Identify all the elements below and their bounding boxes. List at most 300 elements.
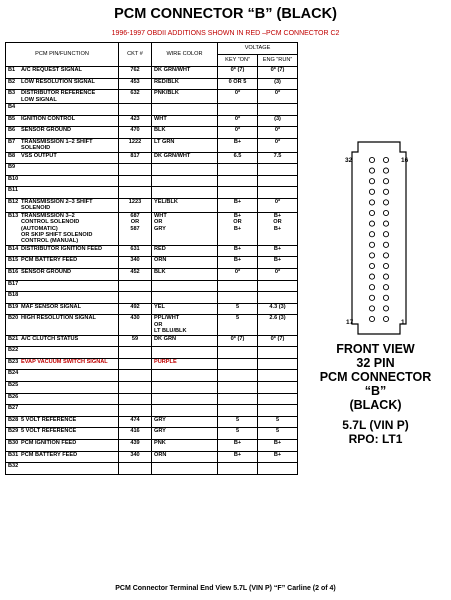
connector-pin-hole bbox=[369, 306, 374, 311]
pin-function-cell bbox=[6, 347, 119, 359]
connector-pin-hole bbox=[383, 157, 388, 162]
eng-run-voltage-cell bbox=[258, 335, 298, 347]
pin-function-line: CONTROL SOLENOID bbox=[21, 219, 80, 226]
eng-run-voltage-cell bbox=[258, 370, 298, 382]
key-on-voltage-cell bbox=[218, 90, 258, 104]
key-on-voltage-cell bbox=[218, 127, 258, 139]
eng-run-voltage-cell-line: 0* (7) bbox=[270, 335, 285, 342]
eng-run-voltage-cell bbox=[258, 428, 298, 440]
key-on-voltage-cell bbox=[218, 175, 258, 187]
pin-number: B4 bbox=[8, 104, 16, 110]
table-row bbox=[6, 439, 298, 451]
eng-run-voltage-cell-line: 7.5 bbox=[273, 152, 282, 159]
wire-color-cell-line: YEL bbox=[154, 303, 165, 310]
wire-color-cell bbox=[152, 164, 218, 176]
front-view-line: FRONT VIEW bbox=[336, 342, 415, 356]
ckt-cell bbox=[119, 245, 152, 257]
table-row bbox=[6, 280, 298, 292]
eng-run-voltage-cell bbox=[258, 269, 298, 281]
connector-pin-hole bbox=[383, 253, 388, 258]
front-view-caption bbox=[300, 342, 451, 412]
ckt-cell-line: 1223 bbox=[128, 198, 142, 205]
table-row bbox=[6, 90, 298, 104]
pin-function-cell bbox=[6, 127, 119, 139]
pin-function-line: LOW RESOLUTION SIGNAL bbox=[21, 78, 95, 85]
key-on-voltage-cell bbox=[218, 315, 258, 335]
pin-number: B26 bbox=[8, 393, 19, 400]
key-on-voltage-cell-line: B+ bbox=[233, 257, 242, 264]
table-row bbox=[6, 78, 298, 90]
connector-pin-hole bbox=[369, 179, 374, 184]
pin-function-line: DISTRIBUTOR IGNITION FEED bbox=[21, 245, 103, 252]
header-wire-color: WIRE COLOR bbox=[152, 43, 218, 67]
ckt-cell bbox=[119, 463, 152, 475]
ckt-cell-line: 474 bbox=[130, 416, 140, 423]
key-on-voltage-cell-line: 0* (7) bbox=[230, 67, 245, 73]
wire-color-cell bbox=[152, 463, 218, 475]
connector-pin-hole bbox=[369, 285, 374, 290]
connector-pin-hole bbox=[369, 263, 374, 268]
eng-run-voltage-cell-line: B+ bbox=[273, 439, 282, 446]
wire-color-cell-line: WHT bbox=[154, 212, 167, 219]
wire-color-cell-line: ORN bbox=[154, 257, 167, 264]
table-row bbox=[6, 115, 298, 127]
key-on-voltage-cell bbox=[218, 347, 258, 359]
pin-function-cell bbox=[6, 358, 119, 370]
pin-function-cell bbox=[6, 245, 119, 257]
wire-color-cell bbox=[152, 104, 218, 116]
ckt-cell bbox=[119, 439, 152, 451]
key-on-voltage-cell bbox=[218, 292, 258, 304]
pin-function-line: SOLENOID bbox=[21, 145, 51, 152]
ckt-cell-line: 762 bbox=[130, 67, 140, 73]
key-on-voltage-cell bbox=[218, 104, 258, 116]
header-ckt: CKT # bbox=[119, 43, 152, 67]
ckt-cell-line: 632 bbox=[130, 90, 140, 97]
table-row bbox=[6, 138, 298, 152]
wire-color-cell-line: RED/BLK bbox=[154, 78, 179, 85]
pin-number: B17 bbox=[8, 280, 19, 287]
wire-color-cell-line: GRY bbox=[154, 225, 166, 232]
wire-color-cell bbox=[152, 451, 218, 463]
ckt-cell-line: 687 bbox=[130, 212, 140, 219]
ckt-cell-line: OR bbox=[130, 219, 140, 226]
key-on-voltage-cell bbox=[218, 78, 258, 90]
connector-pin-hole bbox=[383, 285, 388, 290]
pin-number: B8 bbox=[8, 152, 16, 159]
wire-color-cell-line: BLK bbox=[154, 269, 166, 275]
wire-color-cell-line: OR bbox=[154, 219, 163, 226]
pin-number: B6 bbox=[8, 127, 16, 134]
connector-pin-hole bbox=[369, 189, 374, 194]
pin-function-cell bbox=[6, 187, 119, 199]
pin-function-line: TRANSMISSION 2–3 SHIFT bbox=[21, 198, 93, 205]
table-row bbox=[6, 347, 298, 359]
key-on-voltage-cell bbox=[218, 245, 258, 257]
connector-pin-hole bbox=[369, 316, 374, 321]
pin-number: B27 bbox=[8, 405, 19, 412]
page-title: PCM CONNECTOR “B” (BLACK) bbox=[114, 6, 337, 22]
wire-color-cell bbox=[152, 257, 218, 269]
table-row bbox=[6, 451, 298, 463]
connector-pin-hole bbox=[383, 189, 388, 194]
ckt-cell bbox=[119, 257, 152, 269]
pin-number: B21 bbox=[8, 335, 19, 342]
eng-run-voltage-cell-line: B+ bbox=[273, 451, 282, 458]
pin-number: B29 bbox=[8, 428, 19, 435]
wire-color-cell-line: PPL/WHT bbox=[154, 315, 180, 322]
key-on-voltage-cell bbox=[218, 381, 258, 393]
eng-run-voltage-cell-line: 0* bbox=[274, 138, 281, 145]
ckt-cell-line: 439 bbox=[130, 439, 140, 446]
connector-pin-hole bbox=[383, 221, 388, 226]
pin-number: B23 bbox=[8, 358, 19, 365]
table-row bbox=[6, 463, 298, 475]
page-subtitle: 1996-1997 OBDII ADDITIONS SHOWN IN RED –PCM CONNECTOR C2 bbox=[111, 30, 340, 37]
eng-run-voltage-cell bbox=[258, 393, 298, 405]
eng-run-voltage-cell bbox=[258, 463, 298, 475]
wire-color-cell bbox=[152, 187, 218, 199]
wire-color-cell-line: ORN bbox=[154, 451, 167, 458]
pin-function-cell bbox=[6, 138, 119, 152]
eng-run-voltage-cell bbox=[258, 358, 298, 370]
pin-function-cell bbox=[6, 292, 119, 304]
header-pin-function: PCM PIN/FUNCTION bbox=[6, 43, 119, 67]
pin-function-line: IGNITION CONTROL bbox=[21, 115, 76, 122]
ckt-cell bbox=[119, 115, 152, 127]
wire-color-cell bbox=[152, 138, 218, 152]
key-on-voltage-cell bbox=[218, 187, 258, 199]
connector-pin-hole bbox=[383, 168, 388, 173]
table-row bbox=[6, 212, 298, 245]
pin-rows bbox=[6, 67, 298, 475]
pin-function-cell bbox=[6, 315, 119, 335]
ckt-cell bbox=[119, 269, 152, 281]
table-row bbox=[6, 405, 298, 417]
table-row bbox=[6, 416, 298, 428]
ckt-cell-line: 470 bbox=[130, 127, 140, 134]
pin-function-cell bbox=[6, 335, 119, 347]
key-on-voltage-cell-line: 0* bbox=[234, 90, 241, 97]
pin-function-line: VSS OUTPUT bbox=[21, 152, 57, 159]
ckt-cell bbox=[119, 280, 152, 292]
key-on-voltage-cell-line: 6.5 bbox=[233, 152, 242, 159]
connector-pin-hole bbox=[383, 200, 388, 205]
key-on-voltage-cell bbox=[218, 198, 258, 212]
key-on-voltage-cell bbox=[218, 370, 258, 382]
wire-color-cell-line: LT BLU/BLK bbox=[154, 328, 187, 335]
key-on-voltage-cell-line: B+ bbox=[233, 212, 242, 219]
pin-function-cell bbox=[6, 280, 119, 292]
table-row bbox=[6, 67, 298, 79]
eng-run-voltage-cell-line: B+ bbox=[273, 225, 282, 232]
ckt-cell-line: 631 bbox=[130, 245, 140, 252]
connector-pin-hole bbox=[383, 274, 388, 279]
eng-run-voltage-cell-line: 2.6 (3) bbox=[269, 315, 286, 322]
pin-function-line: PCM BATTERY FEED bbox=[21, 451, 78, 458]
key-on-voltage-cell bbox=[218, 463, 258, 475]
key-on-voltage-cell-line: OR bbox=[233, 219, 242, 226]
front-view-line: (BLACK) bbox=[349, 398, 402, 412]
ckt-cell bbox=[119, 198, 152, 212]
pin-label-bottom-left: 17 bbox=[346, 319, 354, 326]
connector-pin-hole bbox=[383, 242, 388, 247]
eng-run-voltage-cell bbox=[258, 439, 298, 451]
key-on-voltage-cell-line: 5 bbox=[235, 315, 240, 322]
table-row bbox=[6, 292, 298, 304]
key-on-voltage-cell bbox=[218, 115, 258, 127]
pin-function-line: A/C REQUEST SIGNAL bbox=[21, 67, 82, 73]
ckt-cell bbox=[119, 104, 152, 116]
pin-table bbox=[5, 42, 298, 475]
pin-number: B10 bbox=[8, 175, 19, 182]
wire-color-cell bbox=[152, 175, 218, 187]
pin-function-line: (AUTOMATIC) bbox=[21, 225, 58, 232]
ckt-cell bbox=[119, 138, 152, 152]
ckt-cell-line: 430 bbox=[130, 315, 140, 322]
eng-run-voltage-cell bbox=[258, 104, 298, 116]
key-on-voltage-cell bbox=[218, 212, 258, 245]
table-row bbox=[6, 269, 298, 281]
eng-run-voltage-cell-line: B+ bbox=[273, 257, 282, 264]
pin-function-cell bbox=[6, 67, 119, 79]
ckt-cell-line: 340 bbox=[130, 257, 140, 264]
eng-run-voltage-cell bbox=[258, 138, 298, 152]
pin-function-cell bbox=[6, 152, 119, 164]
wire-color-cell-line: BLK bbox=[154, 127, 166, 134]
eng-run-voltage-cell-line: B+ bbox=[273, 212, 282, 219]
pin-number: B14 bbox=[8, 245, 19, 252]
ckt-cell bbox=[119, 451, 152, 463]
pin-function-cell bbox=[6, 416, 119, 428]
wire-color-cell bbox=[152, 127, 218, 139]
pin-function-line: LOW SIGNAL bbox=[21, 96, 57, 103]
ckt-cell bbox=[119, 428, 152, 440]
key-on-voltage-cell bbox=[218, 428, 258, 440]
pin-number: B22 bbox=[8, 347, 19, 354]
table-row bbox=[6, 381, 298, 393]
front-view-line: “B” bbox=[364, 384, 387, 398]
eng-run-voltage-cell bbox=[258, 245, 298, 257]
connector-pin-hole bbox=[369, 157, 374, 162]
key-on-voltage-cell-line: 0* bbox=[234, 127, 241, 134]
pin-function-cell bbox=[6, 451, 119, 463]
ckt-cell bbox=[119, 370, 152, 382]
ckt-cell bbox=[119, 292, 152, 304]
key-on-voltage-cell-line: 5 bbox=[235, 303, 240, 310]
ckt-cell bbox=[119, 67, 152, 79]
ckt-cell-line: 452 bbox=[130, 269, 140, 275]
pin-function-line: 5 VOLT REFERENCE bbox=[21, 428, 77, 435]
eng-run-voltage-cell bbox=[258, 78, 298, 90]
ckt-cell bbox=[119, 347, 152, 359]
table-row bbox=[6, 104, 298, 116]
pin-function-line: CONTROL (MANUAL) bbox=[21, 238, 79, 245]
pin-number: B1 bbox=[8, 67, 16, 73]
eng-run-voltage-cell bbox=[258, 212, 298, 245]
ckt-cell-line: 492 bbox=[130, 303, 140, 310]
ckt-cell bbox=[119, 416, 152, 428]
pin-number: B20 bbox=[8, 315, 19, 322]
eng-run-voltage-cell-line: 4.3 (3) bbox=[269, 303, 286, 310]
key-on-voltage-cell-line: 5 bbox=[235, 428, 240, 435]
key-on-voltage-cell bbox=[218, 451, 258, 463]
eng-run-voltage-cell-line: OR bbox=[273, 219, 282, 226]
pin-number: B31 bbox=[8, 451, 19, 458]
wire-color-cell-line: YEL/BLK bbox=[154, 198, 178, 205]
key-on-voltage-cell bbox=[218, 439, 258, 451]
key-on-voltage-cell-line: B+ bbox=[233, 439, 242, 446]
pin-function-line: HIGH RESOLUTION SIGNAL bbox=[21, 315, 96, 322]
pin-function-cell bbox=[6, 303, 119, 315]
ckt-cell bbox=[119, 358, 152, 370]
eng-run-voltage-cell-line: (3) bbox=[274, 115, 281, 122]
table-row bbox=[6, 358, 298, 370]
eng-run-voltage-cell bbox=[258, 381, 298, 393]
pin-function-cell bbox=[6, 104, 119, 116]
connector-pin-hole bbox=[383, 295, 388, 300]
front-view-line: PCM CONNECTOR bbox=[319, 370, 432, 384]
eng-run-voltage-cell bbox=[258, 416, 298, 428]
eng-run-voltage-cell bbox=[258, 164, 298, 176]
wire-color-cell-line: RED bbox=[154, 245, 166, 252]
pin-number: B25 bbox=[8, 381, 19, 388]
connector-pin-hole bbox=[369, 210, 374, 215]
ckt-cell bbox=[119, 127, 152, 139]
connector-pin-hole bbox=[369, 295, 374, 300]
key-on-voltage-cell bbox=[218, 152, 258, 164]
pin-function-cell bbox=[6, 269, 119, 281]
table-row bbox=[6, 164, 298, 176]
eng-run-voltage-cell bbox=[258, 198, 298, 212]
wire-color-cell-line: GRY bbox=[154, 416, 166, 423]
key-on-voltage-cell-line: B+ bbox=[233, 225, 242, 232]
engine-line: RPO: LT1 bbox=[348, 432, 403, 446]
table-row bbox=[6, 187, 298, 199]
pin-number: B19 bbox=[8, 303, 19, 310]
pin-function-line: PCM IGNITION FEED bbox=[21, 439, 77, 446]
connector-housing bbox=[352, 142, 406, 334]
table-row bbox=[6, 428, 298, 440]
ckt-cell-line: 416 bbox=[130, 428, 140, 435]
ckt-cell bbox=[119, 187, 152, 199]
connector-pin-hole bbox=[369, 253, 374, 258]
connector-pin-hole bbox=[383, 179, 388, 184]
pin-function-cell bbox=[6, 78, 119, 90]
pin-function-cell bbox=[6, 198, 119, 212]
pin-function-line: SOLENOID bbox=[21, 205, 51, 212]
connector-pin-hole bbox=[383, 263, 388, 268]
key-on-voltage-cell bbox=[218, 280, 258, 292]
table-row bbox=[6, 370, 298, 382]
eng-run-voltage-cell bbox=[258, 347, 298, 359]
key-on-voltage-cell-line: B+ bbox=[233, 138, 242, 145]
connector-pin-hole bbox=[369, 232, 374, 237]
wire-color-cell bbox=[152, 245, 218, 257]
key-on-voltage-cell-line: 0* bbox=[234, 115, 241, 122]
connector-pin-hole bbox=[369, 200, 374, 205]
ckt-cell-line: 423 bbox=[130, 115, 140, 122]
eng-run-voltage-cell-line: 0* bbox=[274, 269, 281, 275]
pin-function-cell bbox=[6, 405, 119, 417]
ckt-cell bbox=[119, 212, 152, 245]
front-view-line: 32 PIN bbox=[356, 356, 395, 370]
table-row bbox=[6, 198, 298, 212]
ckt-cell bbox=[119, 164, 152, 176]
eng-run-voltage-cell-line: 0* bbox=[274, 198, 281, 205]
connector-pin-hole bbox=[383, 316, 388, 321]
eng-run-voltage-cell bbox=[258, 152, 298, 164]
wire-color-cell bbox=[152, 393, 218, 405]
ckt-cell-line: 59 bbox=[131, 335, 139, 342]
connector-pin-hole bbox=[383, 210, 388, 215]
pin-function-cell bbox=[6, 439, 119, 451]
connector-pin-hole bbox=[369, 242, 374, 247]
eng-run-voltage-cell bbox=[258, 315, 298, 335]
eng-run-voltage-cell-line: 0* (7) bbox=[270, 67, 285, 73]
key-on-voltage-cell bbox=[218, 393, 258, 405]
pin-number: B12 bbox=[8, 198, 19, 205]
ckt-cell-line: 587 bbox=[130, 225, 140, 232]
eng-run-voltage-cell-line: (3) bbox=[274, 78, 281, 85]
ckt-cell bbox=[119, 405, 152, 417]
pin-function-cell bbox=[6, 115, 119, 127]
wire-color-cell-line: PURPLE bbox=[154, 358, 177, 365]
pin-function-line: TRANSMISSION 1–2 SHIFT bbox=[21, 138, 93, 145]
wire-color-cell bbox=[152, 67, 218, 79]
pin-label-top-left: 32 bbox=[345, 157, 353, 164]
eng-run-voltage-cell-line: 0* bbox=[274, 90, 281, 97]
key-on-voltage-cell bbox=[218, 303, 258, 315]
key-on-voltage-cell-line: B+ bbox=[233, 245, 242, 252]
pin-function-line: OR SKIP SHIFT SOLENOID bbox=[21, 232, 93, 238]
wire-color-cell bbox=[152, 269, 218, 281]
pin-number: B7 bbox=[8, 138, 16, 145]
connector-pin-hole bbox=[369, 168, 374, 173]
wire-color-cell bbox=[152, 280, 218, 292]
table-row bbox=[6, 303, 298, 315]
key-on-voltage-cell bbox=[218, 67, 258, 79]
key-on-voltage-cell-line: B+ bbox=[233, 198, 242, 205]
pin-number: B16 bbox=[8, 269, 19, 275]
pin-label-bottom-right: 1 bbox=[401, 319, 405, 326]
key-on-voltage-cell bbox=[218, 335, 258, 347]
connector-pin-hole bbox=[369, 221, 374, 226]
wire-color-cell bbox=[152, 212, 218, 245]
pin-function-cell bbox=[6, 463, 119, 475]
table-row bbox=[6, 245, 298, 257]
ckt-cell bbox=[119, 78, 152, 90]
table-row bbox=[6, 152, 298, 164]
eng-run-voltage-cell bbox=[258, 451, 298, 463]
table-row bbox=[6, 175, 298, 187]
ckt-cell bbox=[119, 381, 152, 393]
engine-line: 5.7L (VIN P) bbox=[342, 418, 409, 432]
page-footer: PCM Connector Terminal End View 5.7L (VIN P) “F” Carline (2 of 4) bbox=[115, 585, 336, 592]
key-on-voltage-cell-line: 0 OR 5 bbox=[228, 78, 247, 85]
key-on-voltage-cell bbox=[218, 269, 258, 281]
eng-run-voltage-cell bbox=[258, 303, 298, 315]
wire-color-cell bbox=[152, 381, 218, 393]
connector-front-view-diagram bbox=[344, 140, 414, 336]
table-row bbox=[6, 393, 298, 405]
table-row bbox=[6, 315, 298, 335]
pin-number: B18 bbox=[8, 292, 19, 299]
pin-label-top-right: 16 bbox=[401, 157, 409, 164]
wire-color-cell-line: OR bbox=[154, 321, 163, 328]
eng-run-voltage-cell bbox=[258, 257, 298, 269]
connector-pin-hole bbox=[369, 274, 374, 279]
